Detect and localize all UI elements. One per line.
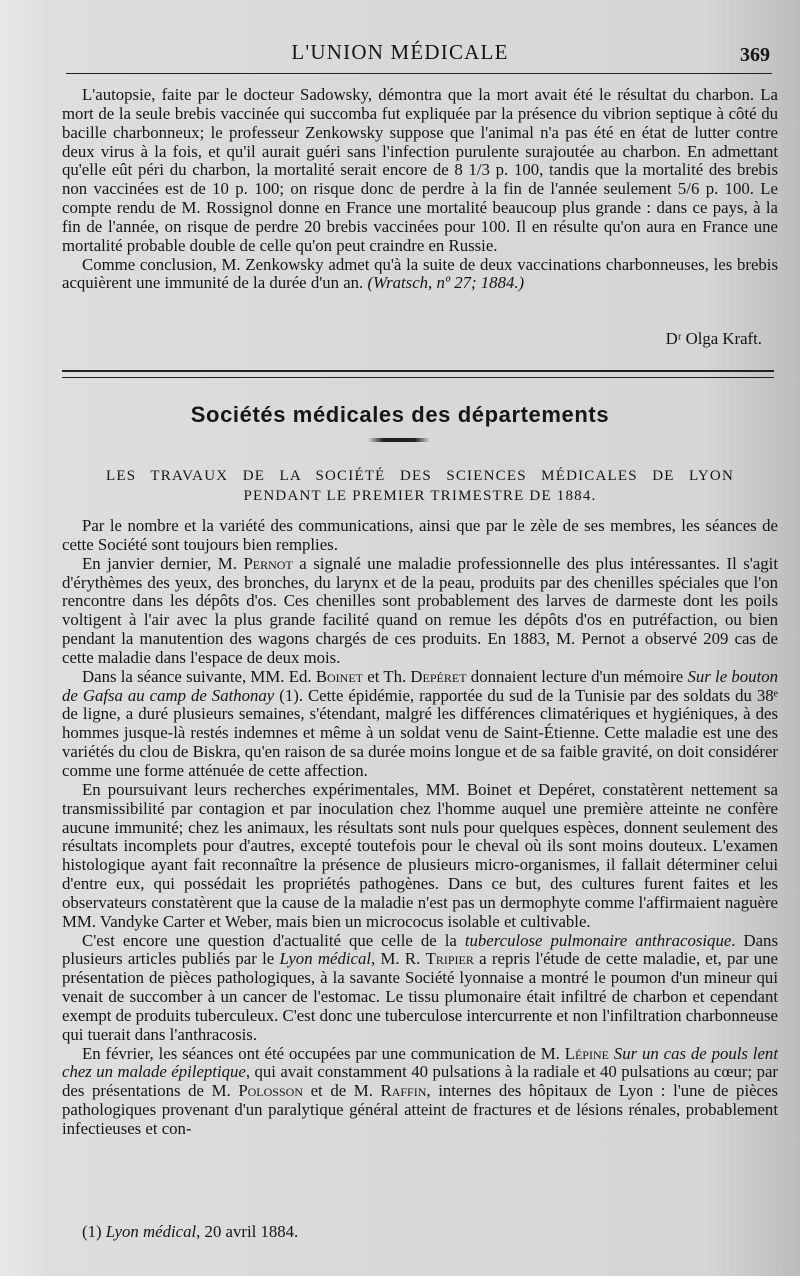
author-name: Raffin xyxy=(380,1081,427,1101)
topic-title: tuberculose pulmonaire anthracosique xyxy=(464,930,732,950)
autopsy-paragraph: L'autopsie, faite par le docteur Sadowsky, démontra que la mort avait été le résultat du charbon. La mort de la seule brebis vaccinée qui succomba fut expliquée par la présence du vibrion septique à côté du bacille charbonneux; le professeur Zenkowsky suppose que l'animal n'a pas été en état de lutter contre deux virus à la fois, et qu'il aurait guéri sans l'infection purulente surajoutée au charbon. En admettant qu'elle eût péri du charbon, la mortalité serait encore de 8 1/3 p. 100, tandis que la mortalité des brebis non vaccinées est de 10 p. 100; on risque donc de perdre à la fin de l'année seulement 5/6 p. 100. Le compte rendu de M. Rossignol donne en France une mortalité beaucoup plus grande : dans ce pays, à la fin de l'année, on risque de perdre 20 brebis vaccinées pour 100. Il en résulte qu'on aura en France une mortalité probable double de celle qu'on peut craindre en Russie. xyxy=(62,85,778,255)
conclusion-paragraph xyxy=(62,256,778,294)
paragraph-2: En janvier dernier, M. Pernot a signalé une maladie professionnelle des plus intéressantes. Il s'agit d'érythèmes des yeux, des bronches, du larynx et de la peau, produits par des chenilles spéciales que l'on rencontre dans les dépôts d'os. Ces chenilles sont probablement des larves de darmeste dont les poils voltigent à l'air avec la plus grande facilité quand on remue les dépôts d'os en putréfaction, ou bien pendant la manutention des wagons chargés de ces produits. En 1883, M. Pernot a observé 209 cas de cette maladie dans l'espace de deux mois. xyxy=(62,553,778,667)
author-name: Tripier xyxy=(425,949,474,969)
communication-title: Sur un cas de pouls lent chez un malade épileptique xyxy=(62,1043,778,1082)
footnote-marker: (1) xyxy=(82,1222,106,1241)
paragraph-6: En février, les séances ont été occupées par une communication de M. Lépine Sur un cas de pouls lent chez un malade épileptique, qui avait constamment 40 pulsations à la radiale et 40 pulsations au cœur; par des présentations de M. Polosson et de M. Raffin, internes des hôpitaux de Lyon : l'une de pièces pathologiques provenant d'un paralytique général atteint de fractures et de lésions rénales, probablement infectieuses et con- xyxy=(62,1043,778,1138)
author-name: Polosson xyxy=(238,1081,303,1101)
author-name: Depéret xyxy=(410,666,467,686)
footnote-date: , 20 avril 1884. xyxy=(196,1222,299,1241)
running-title: L'UNION MÉDICALE xyxy=(291,40,509,64)
author-name: Lépine xyxy=(564,1043,609,1063)
page-number: 369 xyxy=(740,44,770,66)
section-body xyxy=(62,517,778,1139)
section-subtitle xyxy=(62,466,778,506)
article-end xyxy=(62,86,778,293)
citation: (Wratsch, nº 27; 1884.) xyxy=(367,273,525,293)
memoir-title: Sur le bouton de Gafsa au camp de Sathonay xyxy=(62,666,779,705)
footnote xyxy=(82,1222,298,1242)
footnote-source: Lyon médical xyxy=(105,1222,197,1241)
conclusion-text: Comme conclusion, M. Zenkowsky admet qu'à la suite de deux vaccinations charbonneuses, les brebis acquièrent une immunité de la durée d'un an. xyxy=(62,254,778,293)
journal-name: Lyon médical xyxy=(279,949,372,969)
paragraph-3: Dans la séance suivante, MM. Ed. Boinet et Th. Depéret donnaient lecture d'un mémoire Sur le bouton de Gafsa au camp de Sathonay (1). Cette épidémie, rapportée du sud de la Tunisie par des soldats du 38ᵉ de ligne, a duré plusieurs semaines, s'étendant, malgré les différences climatériques et hygiéniques, à des hommes jusque-là restés indemnes et même à un soldat venu de Saint-Étienne. Cette maladie est une des variétés du clou de Biskra, qu'en raison de sa durée moins longue et de sa faible gravité, on doit considérer comme une forme atténuée de cette affection. xyxy=(62,666,779,780)
header-rule xyxy=(66,73,772,74)
paragraph-4: En poursuivant leurs recherches expérimentales, MM. Boinet et Depéret, constatèrent nettement sa transmissibilité par contagion et par inoculation chez l'homme auquel une première atteinte ne confère aucune immunité; chez les animaux, les résultats sont nuls pour quelques espèces, donnent seulement des résultats incomplets pour d'autres, excepté toutefois pour le cheval où ils sont moins douteux. L'examen histologique ayant fait reconnaître la présence de plusieurs micro-organismes, il fallait déterminer celui d'entre eux, qui possédait les propriétés pathogènes. Dans ce but, des cultures furent faites et les observateurs constatèrent que la cause de la maladie n'est pas un dermophyte comme l'affirmaient naguère MM. Vandyke Carter et Weber, mais bien un micrococus isolable et cultivable. xyxy=(62,779,778,931)
subtitle-line-1: LES TRAVAUX DE LA SOCIÉTÉ DES SCIENCES MÉDICALES DE LYON xyxy=(106,468,734,484)
author-name: Boinet xyxy=(315,666,364,686)
section-title: Sociétés médicales des départements xyxy=(190,402,610,427)
page-header xyxy=(0,38,800,68)
paragraph-5: C'est encore une question d'actualité que celle de la tuberculose pulmonaire anthracosique. Dans plusieurs articles publiés par le Lyon médical, M. R. Tripier a repris l'étude de cette maladie, et, par une présentation de pièces pathologiques, à la savante Société lyonnaise a montré le poumon d'un mineur qui venait de succomber à un cancer de l'estomac. Le tissu plumonaire était infiltré de charbon et cependant exempt de produits tuberculeux. C'est donc une tuberculose intercurrente et non l'infiltration charbonneuse qui tuerait dans l'anthracosis. xyxy=(62,930,778,1044)
author-name: Pernot xyxy=(243,553,293,573)
subtitle-line-2: PENDANT LE PREMIER TRIMESTRE DE 1884. xyxy=(243,488,597,504)
title-ornament xyxy=(368,438,430,442)
signature: Dʳ Olga Kraft. xyxy=(665,329,762,348)
section-divider xyxy=(62,370,774,378)
paragraph-1: Par le nombre et la variété des communications, ainsi que par le zèle de ses membres, les séances de cette Société sont toujours bien remplies. xyxy=(62,516,778,554)
